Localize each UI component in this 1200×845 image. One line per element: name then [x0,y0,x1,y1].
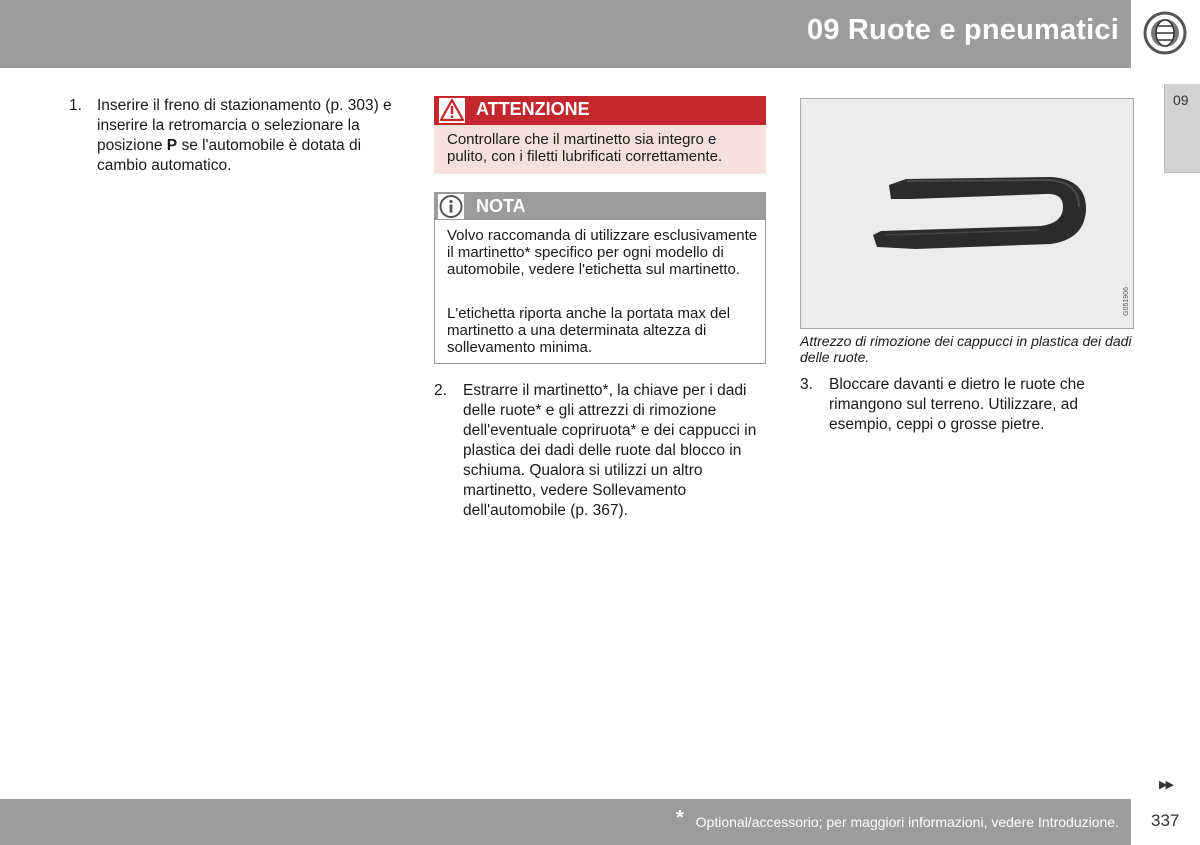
gear-position-p: P [166,137,178,154]
warning-text: Controllare che il martinetto sia integro e pulito, con i filetti lubrificati correttamente. [447,131,723,165]
page-number: 337 [1151,811,1180,830]
chapter-icon-box [1131,0,1200,68]
note-label: NOTA [476,196,526,216]
step-number: 1. [69,97,82,114]
chapter-side-tab[interactable] [1164,84,1200,173]
page-header [0,0,1131,68]
step-text: Inserire il freno di stazionamento (p. 303) e inserire la retromarcia o selezionare la posizione P se l'automobile è dotata di cambio automatico. [97,97,392,174]
footer-note: Optional/accessorio; per maggiori informazioni, vedere Introduzione. [695,814,1119,830]
warning-label: ATTENZIONE [476,99,590,119]
chapter-title: 09 Ruote e pneumatici [807,14,1119,46]
warning-header [434,96,766,125]
note-box [434,192,766,364]
tool-illustration [800,98,1134,329]
page-number-box [1131,799,1200,845]
note-header [435,193,765,220]
step-number: 2. [434,382,447,399]
warning-box [434,96,766,174]
note-paragraph-1: Volvo raccomanda di utilizzare esclusivamente il martinetto* specifico per ogni modello di automobile, vedere l'etichetta sul martinetto. [447,227,758,278]
info-icon [438,194,464,219]
figure-code: G051906 [1123,287,1130,316]
cap-removal-tool-image [801,99,1133,328]
figure-caption: Attrezzo di rimozione dei cappucci in plastica dei dadi delle ruote. [800,333,1132,365]
tire-icon [1143,11,1187,55]
note-paragraph-2: L'etichetta riporta anche la portata max del martinetto a una determinata altezza di sollevamento minima. [447,305,731,356]
warning-triangle-icon [439,98,465,123]
page-footer [0,799,1131,845]
chapter-tab-label: 09 [1173,92,1189,108]
double-chevron-right-icon[interactable]: ▶▶ [1159,779,1172,791]
step-number: 3. [800,376,813,393]
asterisk: * [676,807,684,829]
step-text: Bloccare davanti e dietro le ruote che rimangono sul terreno. Utilizzare, ad esempio, ceppi o grosse pietre. [829,376,1085,433]
step-text: Estrarre il martinetto*, la chiave per i dadi delle ruote* e gli attrezzi di rimozione dell'eventuale copriruota* e dei cappucci in plastica dei dadi delle ruote dal blocco in schiuma. Qualora si utilizzi un altro martinetto, vedere Sollevamento dell'automobile (p. 367). [463,382,757,519]
